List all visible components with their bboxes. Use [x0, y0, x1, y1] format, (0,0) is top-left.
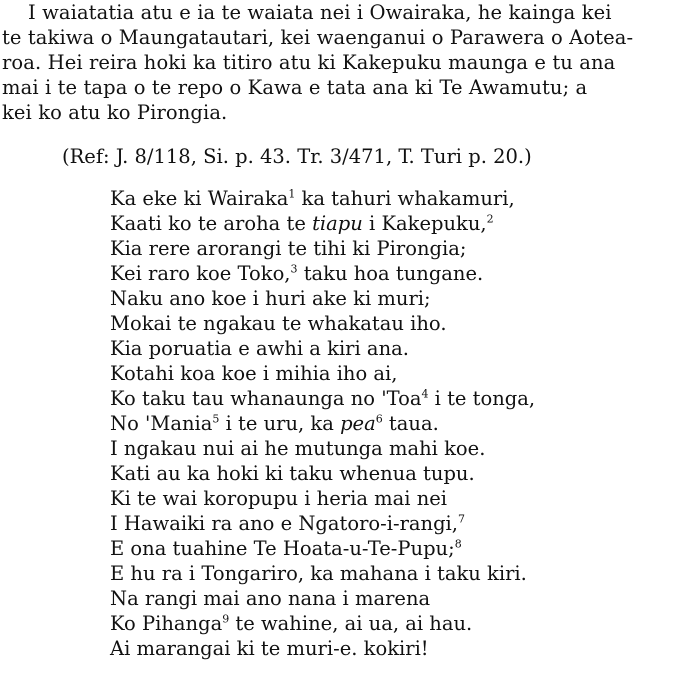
poem-text: Kaati ko te aroha te	[110, 212, 313, 235]
intro-line: kei ko atu ko Pirongia.	[2, 101, 228, 124]
poem-text: i Kakepuku,	[362, 212, 487, 235]
poem-text: Na rangi mai ano nana i marena	[110, 587, 431, 610]
poem-text: Mokai te ngakau te whakatau iho.	[110, 312, 447, 335]
poem-line	[110, 411, 535, 436]
footnote-marker: 2	[486, 212, 494, 226]
poem-text: Ai marangai ki te muri-e. kokiri!	[110, 637, 429, 660]
poem-text: E ona tuahine Te Hoata-u-Te-Pupu;	[110, 537, 455, 560]
poem-text: I Hawaiki ra ano e Ngatoro-i-rangi,	[110, 512, 458, 535]
poem-line	[110, 286, 535, 311]
poem-text: No 'Mania	[110, 412, 213, 435]
poem-text: ka tahuri whakamuri,	[295, 187, 515, 210]
poem-line	[110, 211, 535, 236]
poem-text: te wahine, ai ua, ai hau.	[229, 612, 473, 635]
poem-line	[110, 636, 535, 661]
footnote-marker: 1	[288, 187, 296, 201]
poem-italic-word: pea	[340, 412, 376, 435]
poem-text: Ka eke ki Wairaka	[110, 187, 289, 210]
poem-line	[110, 236, 535, 261]
footnote-marker: 6	[375, 412, 383, 426]
poem-line	[110, 436, 535, 461]
intro-line: roa. Hei reira hoki ka titiro atu ki Kakepuku maunga e tu ana	[2, 51, 616, 74]
poem-text: Kia rere arorangi te tihi ki Pirongia;	[110, 237, 467, 260]
footnote-marker: 8	[454, 537, 462, 551]
poem-line	[110, 561, 535, 586]
poem-line	[110, 536, 535, 561]
poem-line	[110, 386, 535, 411]
poem-line	[110, 311, 535, 336]
footnote-marker: 7	[458, 512, 465, 526]
poem	[110, 186, 535, 661]
poem-text: Kei raro koe Toko,	[110, 262, 291, 285]
poem-text: Kia poruatia e awhi a kiri ana.	[110, 337, 409, 360]
intro-line: te takiwa o Maungatautari, kei waenganui o Parawera o Aotea-	[2, 26, 634, 49]
poem-text: Kati au ka hoki ki taku whenua tupu.	[110, 462, 475, 485]
intro-line: mai i te tapa o te repo o Kawa e tata ana ki Te Awamutu; a	[2, 76, 588, 99]
footnote-marker: 5	[212, 412, 220, 426]
intro-line: I waiatatia atu e ia te waiata nei i Owairaka, he kainga kei	[28, 1, 612, 24]
poem-line	[110, 186, 535, 211]
poem-text: Ki te wai koropupu i heria mai nei	[110, 487, 448, 510]
reference-line: (Ref: J. 8/118, Si. p. 43. Tr. 3/471, T. Turi p. 20.)	[62, 145, 532, 168]
poem-line	[110, 361, 535, 386]
poem-line	[110, 586, 535, 611]
poem-text: E hu ra i Tongariro, ka mahana i taku kiri.	[110, 562, 527, 585]
poem-line	[110, 336, 535, 361]
poem-italic-word: tiapu	[312, 212, 363, 235]
footnote-marker: 4	[421, 387, 429, 401]
poem-text: i te uru, ka	[219, 412, 341, 435]
intro-paragraph	[2, 0, 696, 125]
poem-text: Ko Pihanga	[110, 612, 223, 635]
poem-line	[110, 261, 535, 286]
poem-text: Kotahi koa koe i mihia iho ai,	[110, 362, 398, 385]
poem-text: I ngakau nui ai he mutunga mahi koe.	[110, 437, 486, 460]
footnote-marker: 3	[290, 262, 298, 276]
poem-text: taua.	[382, 412, 439, 435]
poem-text: taku hoa tungane.	[297, 262, 484, 285]
poem-line	[110, 461, 535, 486]
poem-line	[110, 611, 535, 636]
poem-line	[110, 511, 535, 536]
poem-text: Ko taku tau whanaunga no 'Toa	[110, 387, 422, 410]
footnote-marker: 9	[222, 612, 230, 626]
poem-text: i te tonga,	[428, 387, 536, 410]
poem-text: Naku ano koe i huri ake ki muri;	[110, 287, 431, 310]
poem-line	[110, 486, 535, 511]
